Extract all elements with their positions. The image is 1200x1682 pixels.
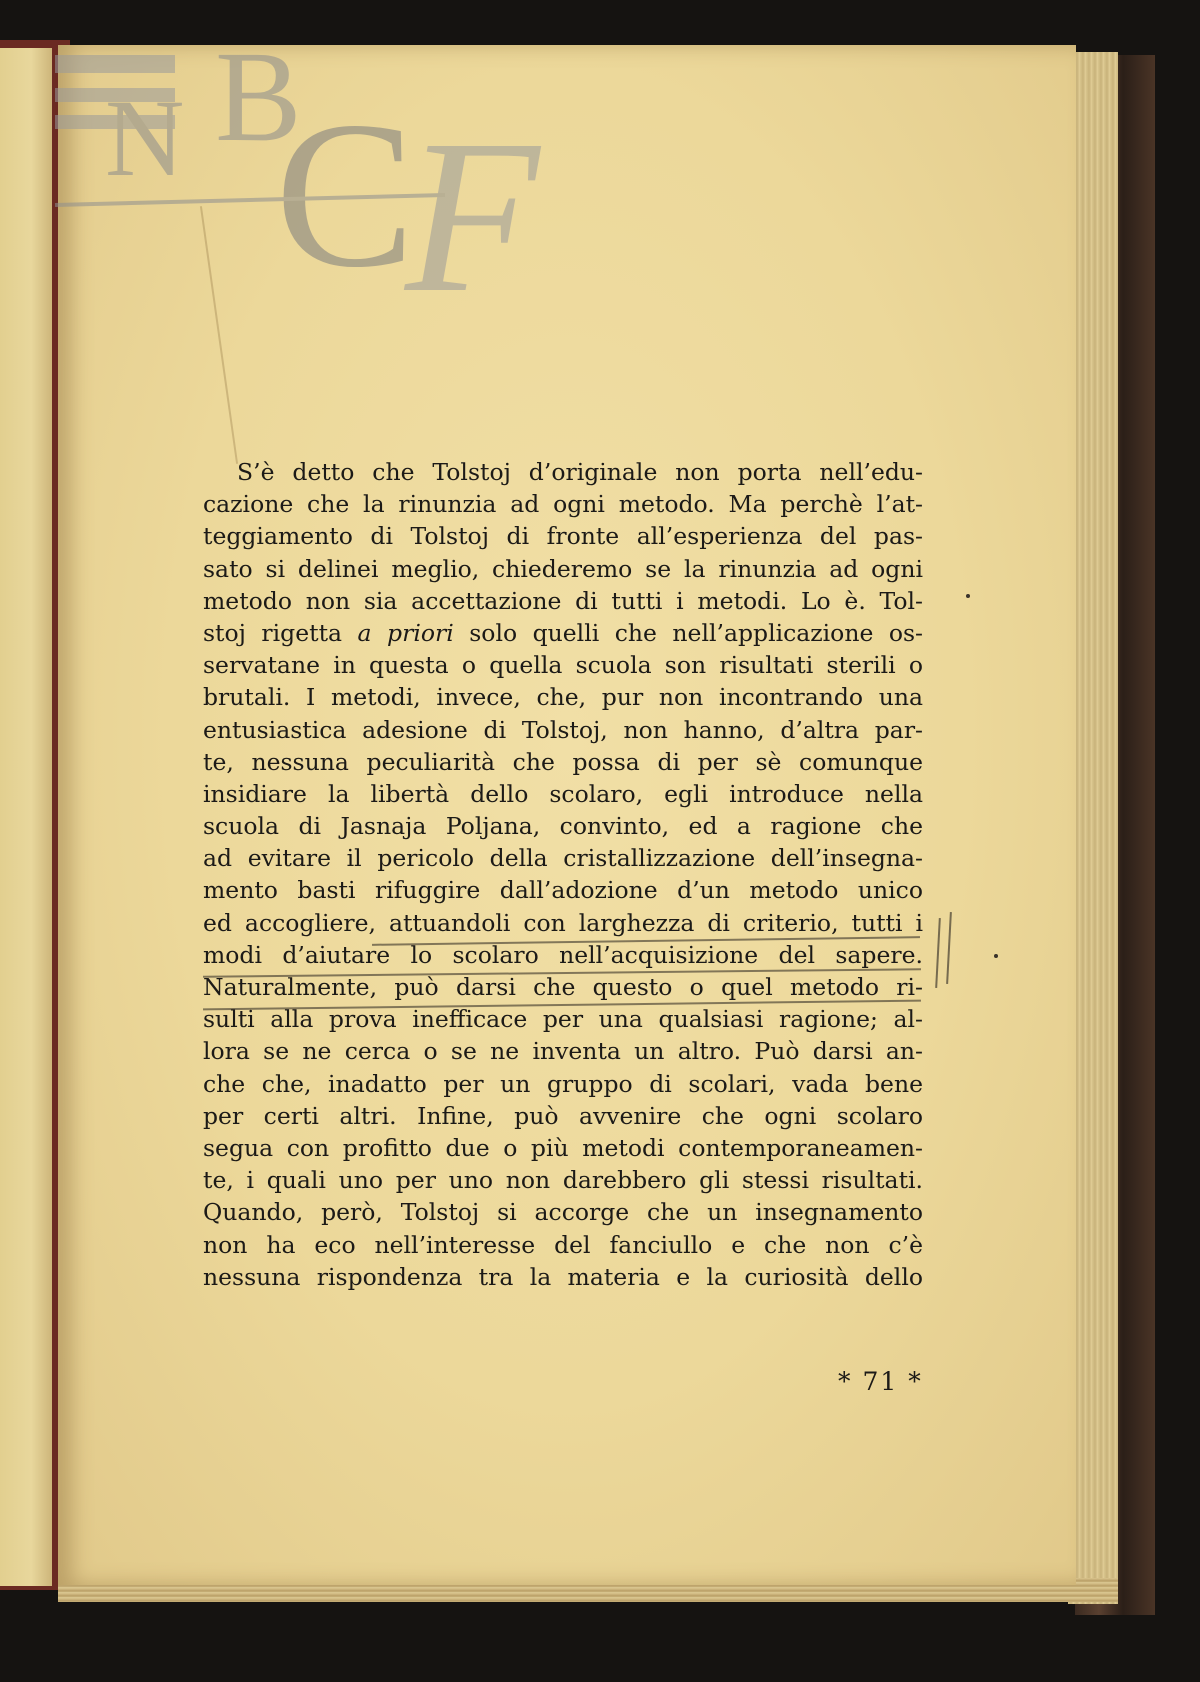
text-line: insidiare la libertà dello scolaro, egli introduce nella [203, 779, 923, 808]
text-line: te, nessuna peculiarità che possa di per sè comunque [203, 747, 923, 776]
svg-text:B: B [215, 25, 302, 169]
text-line: mento basti rifuggire dall’adozione d’un metodo unico [203, 876, 923, 905]
paper-speck [966, 594, 970, 598]
text-line: teggiamento di Tolstoj di fronte all’esperienza del pas- [203, 522, 923, 551]
text-line: metodo non sia accettazione di tutti i metodi. Lo è. Tol- [203, 586, 923, 615]
text-line: per certi altri. Infine, può avvenire che ogni scolaro [203, 1101, 923, 1130]
text-line: Naturalmente, può darsi che questo o quel metodo ri- [203, 973, 923, 1001]
text-line: ed accogliere, attuandoli con larghezza di criterio, tutti i [203, 908, 923, 937]
page-number: * 71 * [838, 1367, 923, 1396]
text-line: cazione che la rinunzia ad ogni metodo. Ma perchè l’at- [203, 490, 923, 519]
text-line: entusiastica adesione di Tolstoj, non hanno, d’altra par- [203, 715, 923, 744]
text-line: S’è detto che Tolstoj d’originale non porta nell’edu- [237, 458, 923, 486]
body-paragraph [203, 456, 923, 1293]
text-line: scuola di Jasnaja Poljana, convinto, ed a ragione che [203, 812, 923, 841]
text-line: modi d’aiutare lo scolaro nell’acquisizione del sapere. [203, 940, 923, 969]
text-line: segua con profitto due o più metodi contemporaneamen- [203, 1133, 923, 1162]
text-line: Quando, però, Tolstoj si accorge che un insegnamento [203, 1198, 923, 1227]
text-line: stoj rigetta a priori solo quelli che nell’applicazione os- [203, 618, 924, 647]
library-watermark-logo [45, 20, 705, 320]
text-line: servatane in questa o quella scuola son risultati sterili o [203, 651, 923, 680]
text-line: sato si delinei meglio, chiederemo se la rinunzia ad ogni [203, 554, 923, 583]
text-line: che che, inadatto per un gruppo di scolari, vada bene [203, 1069, 923, 1098]
svg-text:C: C [275, 79, 416, 311]
paper-speck [994, 954, 998, 958]
text-line: lora se ne cerca o se ne inventa un altro. Può darsi an- [203, 1037, 923, 1066]
svg-text:N: N [105, 77, 185, 199]
text-line: ad evitare il pericolo della cristallizzazione dell’insegna- [203, 844, 923, 873]
svg-text:F: F [405, 94, 540, 320]
text-line: te, i quali uno per uno non darebbero gli stessi risultati. [203, 1166, 923, 1195]
text-line: nessuna rispondenza tra la materia e la curiosità dello [203, 1262, 923, 1291]
text-line: sulti alla prova inefficace per una qualsiasi ragione; al- [203, 1005, 923, 1034]
text-line: brutali. I metodi, invece, che, pur non incontrando una [203, 683, 923, 712]
text-line: non ha eco nell’interesse del fanciullo e che non c’è [203, 1230, 923, 1259]
